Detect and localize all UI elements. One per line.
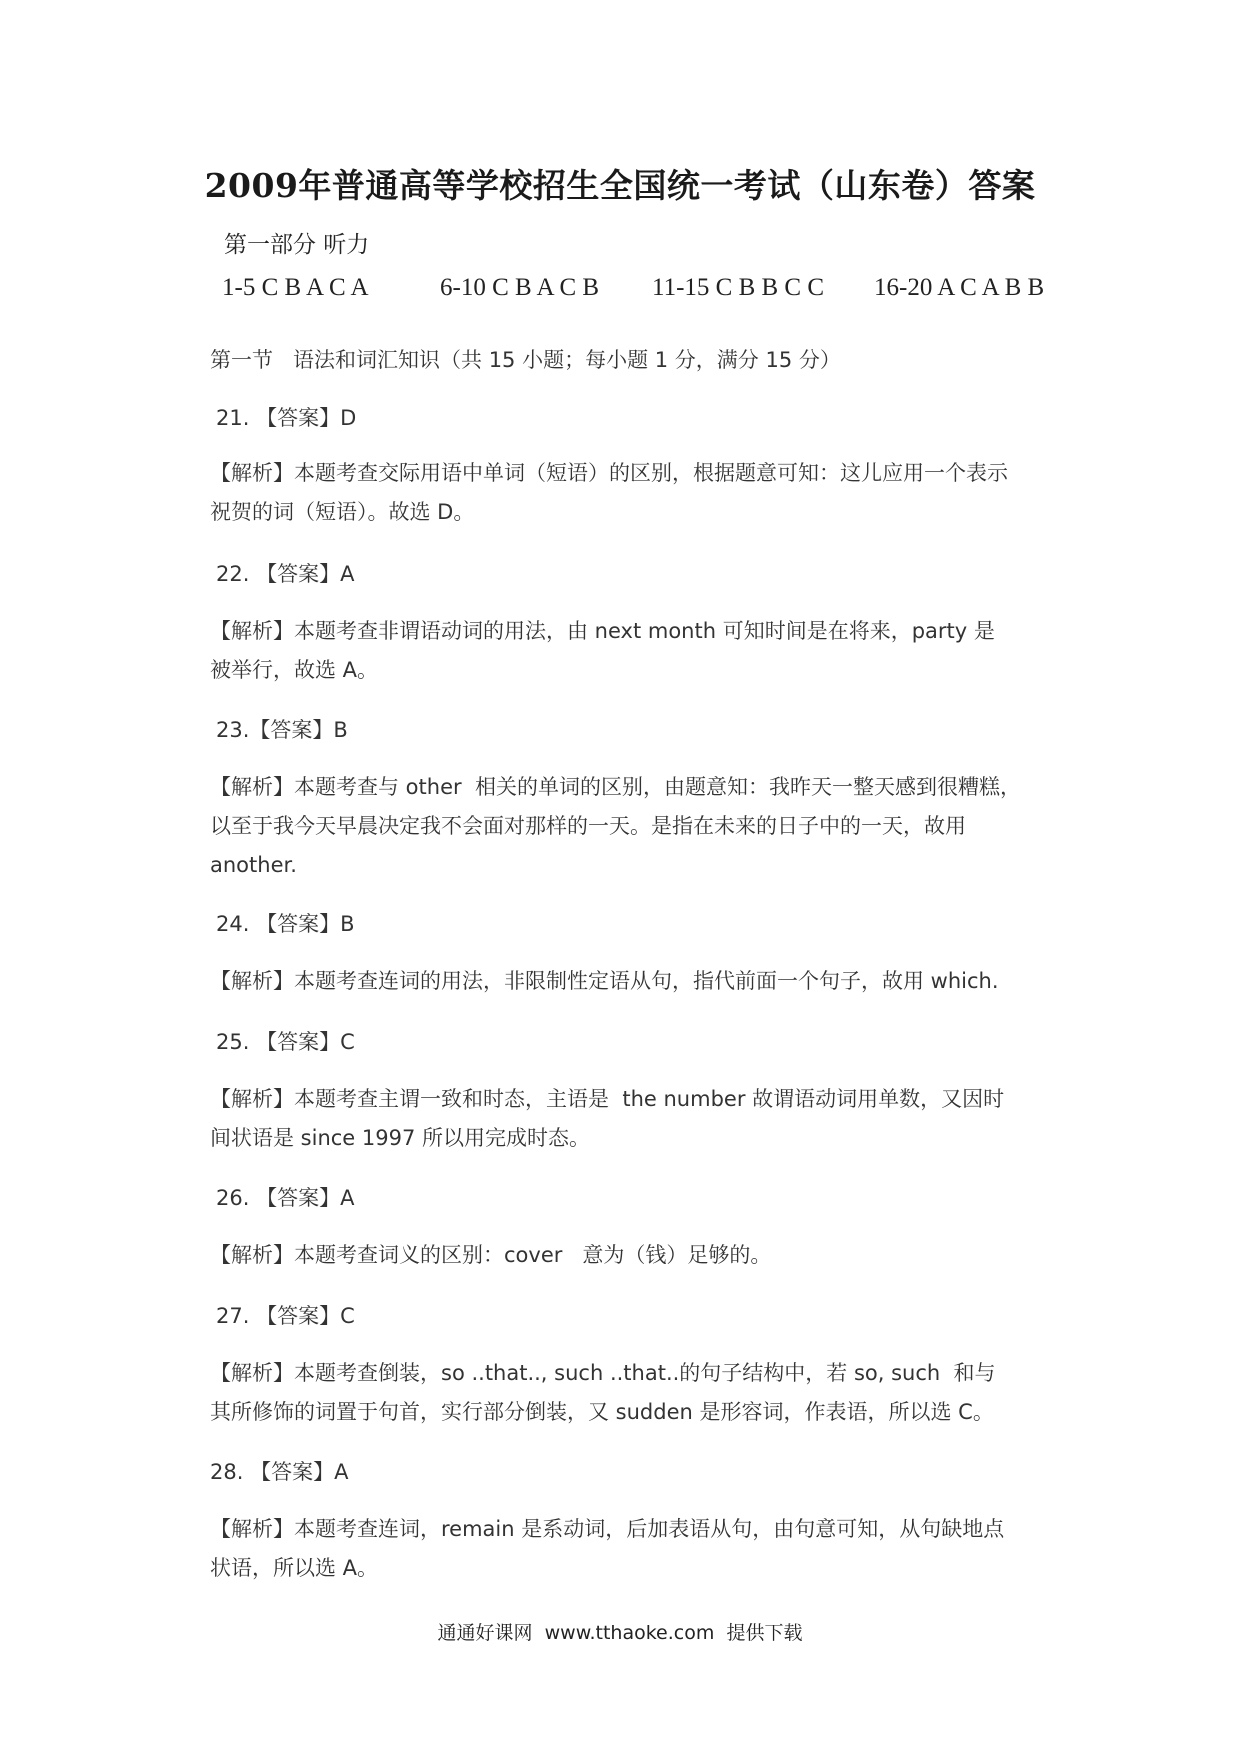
listening-group (874, 274, 1044, 302)
answer-line-22: 22. 【答案】A (216, 562, 355, 586)
answer-line-27: 27. 【答案】C (216, 1304, 355, 1328)
listening-range: 16-20 (874, 274, 933, 301)
answer-line-21: 21. 【答案】D (216, 406, 357, 430)
explanation-23: 【解析】本题考查与 other 相关的单词的区别，由题意知：我昨天一整天感到很糟糕， 以至于我今天早晨决定我不会面对那样的一天。是指在未来的日子中的一天，故用 another. (210, 775, 1021, 877)
explanation-21: 【解析】本题考查交际用语中单词（短语）的区别，根据题意可知：这儿应用一个表示 祝贺的词（短语）。故选 D。 (210, 461, 1008, 524)
explanation-27: 【解析】本题考查倒装，so ..that.., such ..that..的句子结构中，若 so, such 和与 其所修饰的词置于句首，实行部分倒装，又 sudden 是形容词，作表语，所以选 C。 (210, 1361, 996, 1424)
answer-line-24: 24. 【答案】B (216, 912, 355, 936)
listening-range: 6-10 (440, 274, 486, 301)
listening-answers: A C A B B (937, 274, 1045, 301)
explanation-28: 【解析】本题考查连词，remain 是系动词，后加表语从句，由句意可知，从句缺地点 状语，所以选 A。 (210, 1517, 1005, 1580)
answer-line-26: 26. 【答案】A (216, 1186, 355, 1210)
part-one-heading: 第一部分 听力 (224, 232, 370, 258)
listening-range: 11-15 (652, 274, 710, 301)
listening-answers: C B B C C (715, 274, 825, 301)
listening-group (222, 274, 369, 302)
answer-line-25: 25. 【答案】C (216, 1030, 355, 1054)
listening-group (652, 274, 824, 302)
answer-line-23: 23.【答案】B (216, 718, 348, 742)
explanation-22: 【解析】本题考查非谓语动词的用法，由 next month 可知时间是在将来，party 是 被举行，故选 A。 (210, 619, 995, 682)
explanation-26: 【解析】本题考查词义的区别：cover 意为（钱）足够的。 (210, 1243, 772, 1267)
listening-answers: C B A C A (261, 274, 369, 301)
listening-answers: C B A C B (492, 274, 600, 301)
listening-range: 1-5 (222, 274, 256, 301)
footer-download-note: 通通好课网 www.tthaoke.com 提供下载 (437, 1622, 803, 1644)
explanation-24: 【解析】本题考查连词的用法，非限制性定语从句，指代前面一个句子，故用 which. (210, 969, 999, 993)
explanation-25: 【解析】本题考查主谓一致和时态，主语是 the number 故谓语动词用单数，又因时 间状语是 since 1997 所以用完成时态。 (210, 1087, 1005, 1150)
section-one-heading: 第一节 语法和词汇知识（共 15 小题；每小题 1 分，满分 15 分） (210, 348, 841, 372)
page-title: 2009年普通高等学校招生全国统一考试（山东卷）答案 (204, 166, 1036, 205)
listening-group (440, 274, 599, 302)
answer-line-28: 28. 【答案】A (210, 1460, 349, 1484)
listening-answers-row (0, 274, 1240, 308)
